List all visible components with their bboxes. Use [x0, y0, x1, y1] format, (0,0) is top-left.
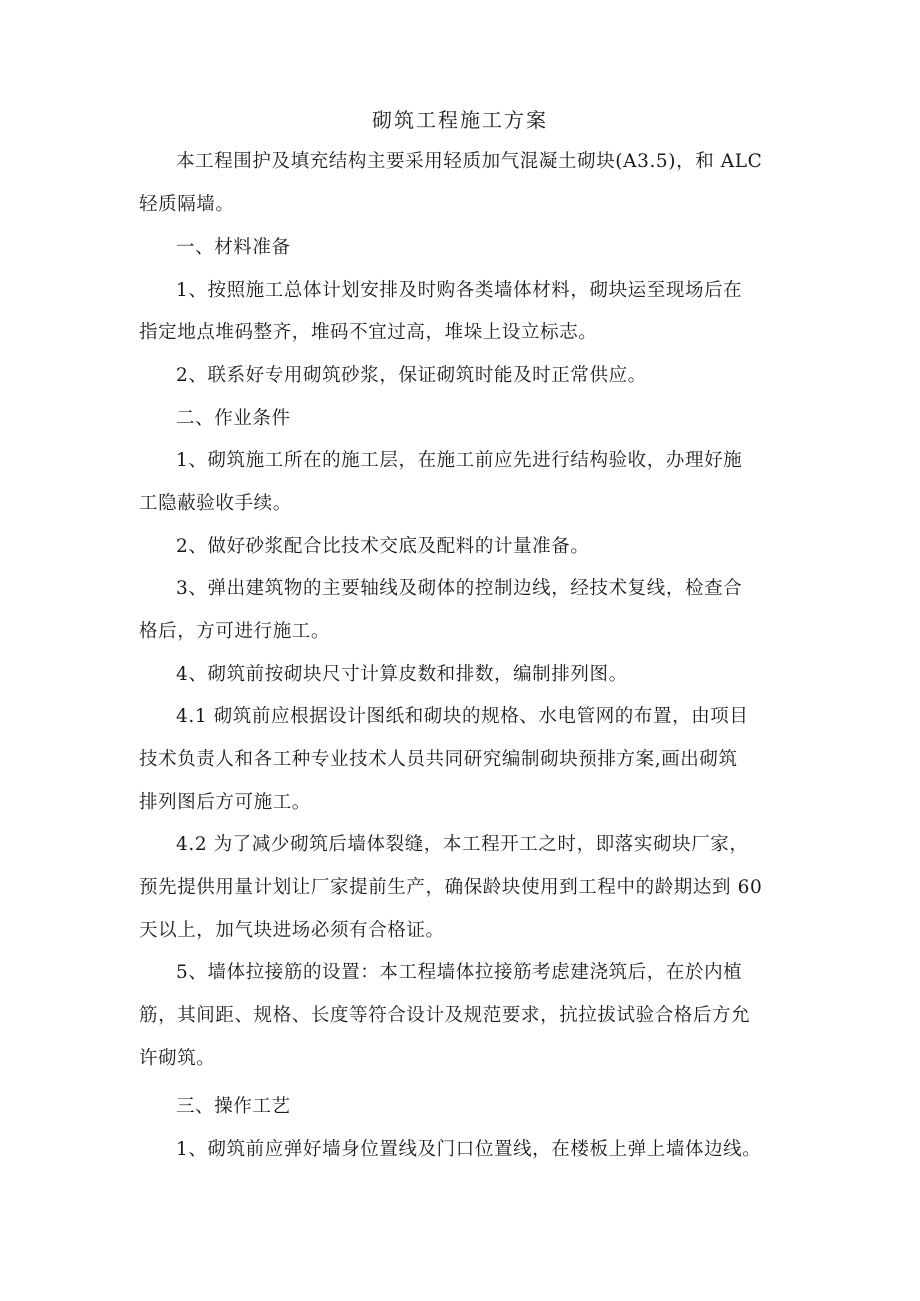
paragraph-line: 4.2 为了减少砌筑后墙体裂缝，本工程开工之时，即落实砌块厂家， [176, 834, 749, 855]
paragraph-line: 指定地点堆码整齐，堆码不宜过高，堆垛上设立标志。 [139, 322, 598, 343]
paragraph-line: 许砌筑。 [139, 1048, 216, 1069]
paragraph-line: 排列图后方可施工。 [139, 792, 311, 813]
paragraph-line: 5、墙体拉接筋的设置：本工程墙体拉接筋考虑建浇筑后，在於内植 [176, 962, 743, 983]
paragraph-line: 轻质隔墙。 [139, 194, 235, 215]
paragraph-line: 技术负责人和各工种专业技术人员共同研究编制砌块预排方案,画出砌筑 [139, 749, 738, 770]
paragraph-line: 2、联系好专用砌筑砂浆，保证砌筑时能及时正常供应。 [176, 365, 647, 386]
paragraph-line: 1、按照施工总体计划安排及时购各类墙体材料，砌块运至现场后在 [176, 280, 743, 301]
paragraph-line: 筋，其间距、规格、长度等符合设计及规范要求，抗拉拔试验合格后方允 [139, 1005, 751, 1026]
paragraph-line: 4.1 砌筑前应根据设计图纸和砌块的规格、水电管网的布置，由项目 [176, 706, 749, 727]
paragraph-line: 预先提供用量计划让厂家提前生产，确保龄块使用到工程中的龄期达到 60 [139, 877, 763, 898]
page-title: 砌筑工程施工方案 [372, 108, 548, 132]
paragraph-line: 1、砌筑前应弹好墙身位置线及门口位置线，在楼板上弹上墙体边线。 [176, 1139, 762, 1160]
paragraph-line: 格后，方可进行施工。 [139, 621, 331, 642]
paragraph-line: 本工程围护及填充结构主要采用轻质加气混凝土砌块(A3.5)，和 ALC [176, 151, 763, 172]
paragraph-line: 1、砌筑施工所在的施工层，在施工前应先进行结构验收，办理好施 [176, 450, 743, 471]
section-heading: 三、操作工艺 [176, 1096, 291, 1117]
paragraph-line: 2、做好砂浆配合比技术交底及配料的计量准备。 [176, 536, 590, 557]
section-heading: 二、作业条件 [176, 408, 291, 429]
paragraph-line: 4、砌筑前按砌块尺寸计算皮数和排数，编制排列图。 [176, 664, 628, 685]
paragraph-line: 3、弹出建筑物的主要轴线及砌体的控制边线，经技术复线，检查合 [176, 578, 743, 599]
section-heading: 一、材料准备 [176, 237, 291, 258]
paragraph-line: 天以上，加气块进场必须有合格证。 [139, 920, 445, 941]
paragraph-line: 工隐蔽验收手续。 [139, 493, 292, 514]
